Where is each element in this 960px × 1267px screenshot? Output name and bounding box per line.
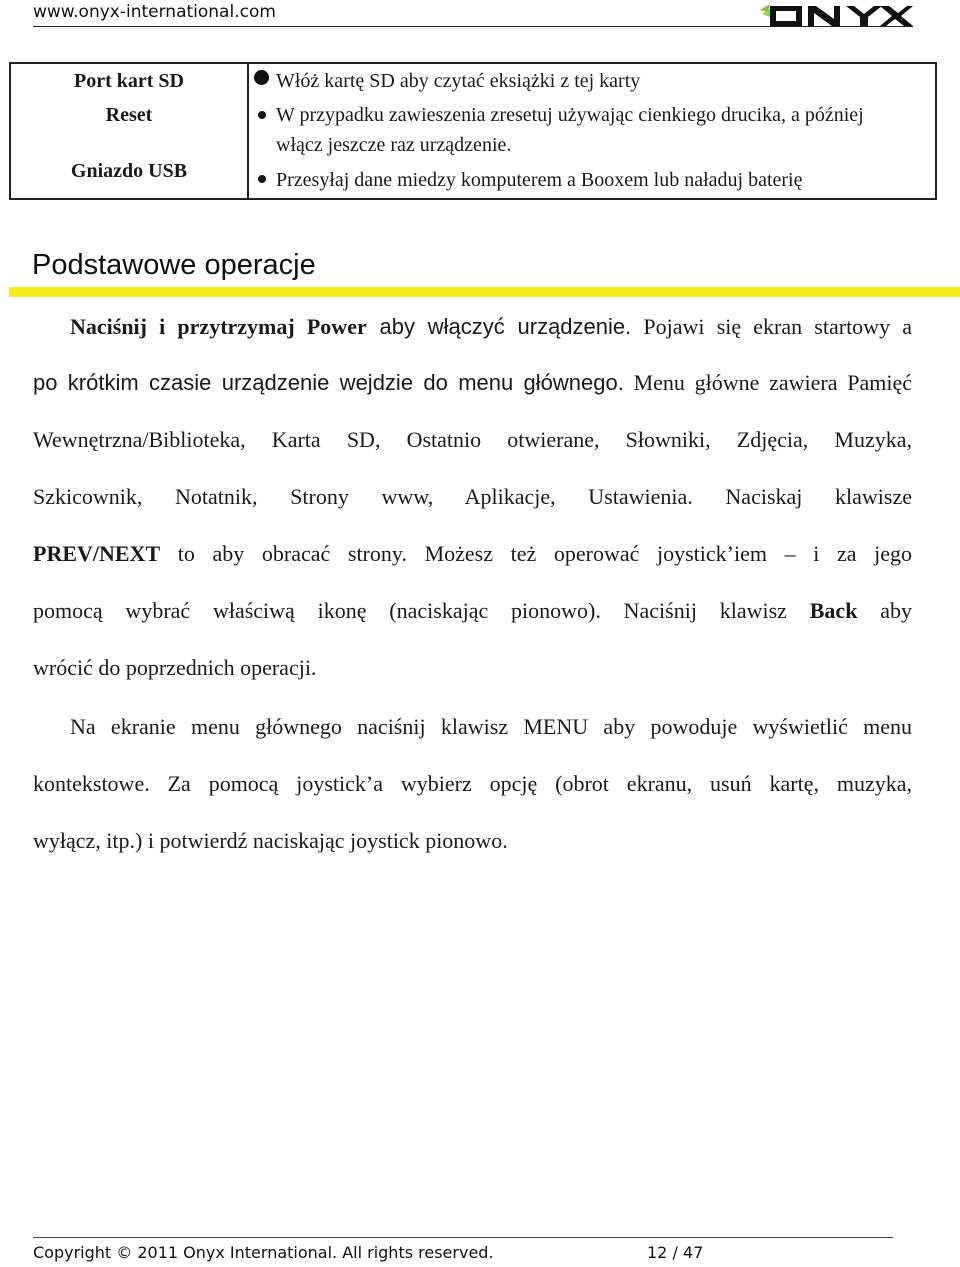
footer-copyright: Copyright © 2011 Onyx International. All rights reserved. bbox=[33, 1243, 494, 1262]
p1-line-1: Naciśnij i przytrzymaj Power aby włączyć urządzenie. Pojawi się ekran startowy a bbox=[70, 314, 912, 339]
svg-text:ONYX: ONYX bbox=[758, 0, 761, 1]
label-reset: Reset bbox=[105, 104, 153, 126]
footer-page-number: 12 / 47 bbox=[647, 1243, 704, 1262]
desc-usb-row bbox=[249, 162, 935, 198]
p1-line-6: pomocą wybrać właściwą ikonę (naciskając pionowo). Naciśnij klawisz Back aby bbox=[33, 598, 912, 623]
section-title: Podstawowe operacje bbox=[32, 249, 316, 281]
footer-rule bbox=[33, 1237, 893, 1238]
ports-descriptions bbox=[248, 63, 936, 199]
section-highlight-bar bbox=[9, 287, 960, 297]
desc-sd-port: Włóż kartę SD aby czytać eksiążki z tej karty bbox=[276, 70, 641, 92]
label-usb: Gniazdo USB bbox=[70, 160, 188, 182]
label-sd-port: Port kart SD bbox=[74, 70, 184, 92]
p1-line-3: Wewnętrzna/Biblioteka, Karta SD, Ostatnio otwierane, Słowniki, Zdjęcia, Muzyka, bbox=[33, 427, 912, 452]
desc-reset: W przypadku zawieszenia zresetuj używając cienkiego drucika, a później włącz jeszcze raz urządzenie. bbox=[276, 104, 864, 156]
p2-line-2: kontekstowe. Za pomocą joystick’a wybierz opcję (obrot ekranu, usuń kartę, muzyka, bbox=[33, 771, 912, 796]
ports-labels bbox=[10, 63, 248, 199]
p1-line-4: Szkicownik, Notatnik, Strony www, Aplikacje, Ustawienia. Naciskaj klawisze bbox=[33, 484, 912, 509]
p1-line-2: po krótkim czasie urządzenie wejdzie do menu głównego. Menu główne zawiera Pamięć bbox=[33, 370, 912, 395]
p1-line-7: wrócić do poprzednich operacji. bbox=[33, 655, 317, 680]
p2-line-3: wyłącz, itp.) i potwierdź naciskając joystick pionowo. bbox=[33, 828, 508, 853]
desc-reset-row bbox=[249, 98, 935, 162]
ports-table bbox=[9, 62, 937, 200]
p1-line-5: PREV/NEXT to aby obracać strony. Możesz też operować joystick’iem – i za jego bbox=[33, 541, 912, 566]
header-url[interactable]: www.onyx-international.com bbox=[33, 2, 276, 22]
bullet-icon bbox=[258, 111, 266, 119]
p2-line-1: Na ekranie menu głównego naciśnij klawisz MENU aby powoduje wyświetlić menu bbox=[70, 714, 912, 739]
header-rule bbox=[33, 26, 913, 27]
bullet-icon bbox=[254, 70, 269, 85]
desc-usb: Przesyłaj dane miedzy komputerem a Booxem lub naładuj baterię bbox=[276, 169, 803, 191]
desc-sd-port-row bbox=[249, 64, 935, 98]
bullet-icon bbox=[258, 175, 266, 183]
